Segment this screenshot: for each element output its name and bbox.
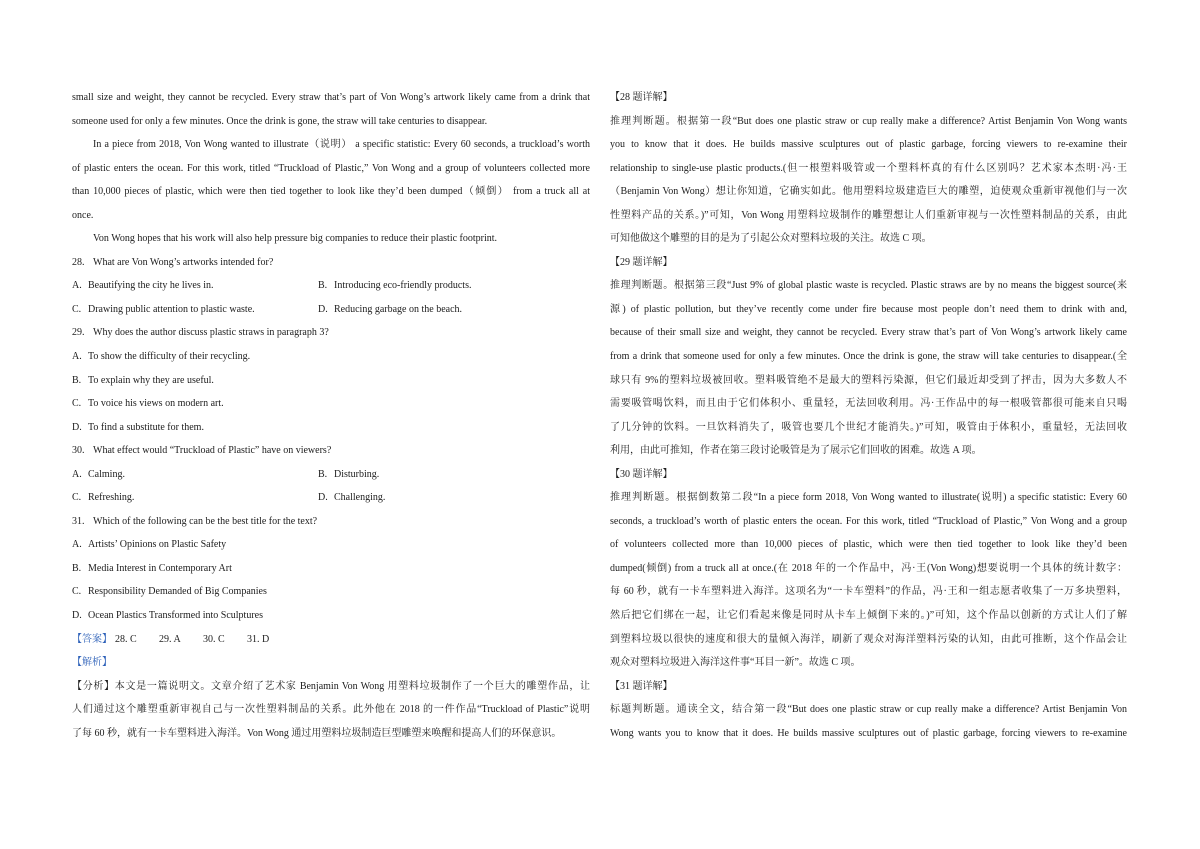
- answer-label: 【答案】: [72, 633, 112, 645]
- option-b: [318, 274, 471, 298]
- left-column: [72, 86, 590, 745]
- option-letter: A.: [72, 280, 82, 292]
- options-row: [72, 298, 590, 322]
- detail-line: （Benjamin Von Wong）想让你知道，它确实如此。他用塑料垃圾建造巨大的雕塑，迫使观众重新审视他们与一次: [610, 186, 1127, 198]
- option-text: Calming.: [88, 468, 125, 480]
- answer-item: 29. A: [159, 633, 181, 645]
- answer-item: 28. C: [115, 633, 137, 645]
- question-29: [72, 321, 590, 345]
- option-letter: C.: [72, 303, 82, 315]
- question-28: [72, 251, 590, 275]
- answer-line: [72, 628, 590, 652]
- option-letter: B.: [72, 562, 82, 574]
- detail-line: dumped(倾倒) from a truck all at once.(在 2018 年的一个作品中，冯·王(Von Wong)想要说明一个具体的统计数字：: [610, 562, 1127, 574]
- question-stem: Why does the author discuss plastic straws in paragraph 3?: [93, 327, 329, 339]
- option-letter: B.: [318, 280, 328, 292]
- option-text: Drawing public attention to plastic waste.: [88, 303, 255, 315]
- option-text: Refreshing.: [88, 492, 135, 504]
- analysis-line: 人们通过这个雕塑重新审视自己与一次性塑料制品的关系。此外他在 2018 的一件作品“Truckload of Plastic”说明: [72, 704, 590, 716]
- detail-heading: 【29 题详解】: [610, 256, 673, 268]
- option-text: To explain why they are useful.: [88, 374, 214, 386]
- detail-line: 到塑料垃圾以很快的速度和很大的量倾入海洋，刷新了观众对海洋塑料污染的认知，由此可推断，这个作品会让: [610, 633, 1127, 645]
- option-b: [72, 369, 590, 393]
- options-row: [72, 463, 590, 487]
- question-stem: What effect would “Truckload of Plastic” have on viewers?: [93, 445, 332, 457]
- detail-line: relationship to single-use plastic products.(但一根塑料吸管或一个塑料杯真的有什么区别吗？艺术家本杰明·冯·王: [610, 162, 1127, 174]
- option-letter: C.: [72, 492, 82, 504]
- detail-line: 源) of plastic pollution, but they’ve recently come under fire because most people don’t need them to drink with and,: [610, 303, 1127, 315]
- detail-line: 球只有 9%的塑料垃圾被回收。塑料吸管绝不是最大的塑料污染源，但它们最近却受到了抨击，因为大多数人不: [610, 374, 1127, 386]
- detail-line: from a drink that someone used for only a few minutes. Once the drink is gone, the straw will take centuries to disappear.(全: [610, 351, 1127, 363]
- option-b: [72, 557, 590, 581]
- option-a: [72, 345, 590, 369]
- option-c: [72, 298, 318, 322]
- detail-heading: 【30 题详解】: [610, 468, 673, 480]
- answer-item: 30. C: [203, 633, 225, 645]
- question-30: [72, 439, 590, 463]
- option-letter: D.: [72, 610, 82, 622]
- option-text: Beautifying the city he lives in.: [88, 280, 214, 292]
- option-text: Media Interest in Contemporary Art: [88, 562, 232, 574]
- question-stem: What are Von Wong’s artworks intended for?: [93, 256, 274, 268]
- option-letter: A.: [72, 468, 82, 480]
- option-text: Introducing eco-friendly products.: [334, 280, 472, 292]
- detail-line: you to know that it does. He builds massive sculptures out of plastic garbage, forcing viewers to re-examine their: [610, 139, 1127, 151]
- option-letter: A.: [72, 539, 82, 551]
- question-number: 30.: [72, 445, 85, 457]
- detail-line: Wong wants you to know that it does. He builds massive sculptures out of plastic garbage, forcing viewers to re-examine: [610, 727, 1127, 739]
- detail-line: seconds, a truckload’s worth of plastic enters the ocean. For this work, titled “Truckload of Plastic,” Von Wong and a group: [610, 515, 1127, 527]
- option-text: Artists’ Opinions on Plastic Safety: [88, 539, 227, 551]
- option-text: Responsibility Demanded of Big Companies: [88, 586, 267, 598]
- option-d: [72, 416, 590, 440]
- option-letter: D.: [72, 421, 82, 433]
- option-a: [72, 533, 590, 557]
- question-number: 31.: [72, 515, 85, 527]
- question-stem: Which of the following can be the best title for the text?: [93, 515, 318, 527]
- options-row: [72, 274, 590, 298]
- right-column: [610, 86, 1127, 745]
- option-a: [72, 274, 318, 298]
- analysis-line: [72, 675, 590, 699]
- passage-line: of plastic enters the ocean. For this work, titled “Truckload of Plastic,” Von Wong and a group of volunteers collected more: [72, 162, 590, 174]
- option-text: Disturbing.: [334, 468, 380, 480]
- passage-line: than 10,000 pieces of plastic, which were then tied together to look like they’d been dumped（倾倒） from a truck all at: [72, 186, 590, 198]
- passage-line: In a piece from 2018, Von Wong wanted to illustrate（说明） a specific statistic: Every 60 seconds, a truckload’s worth: [93, 139, 590, 151]
- detail-line: 推理判断题。根据倒数第二段“In a piece form 2018, Von Wong wanted to illustrate(说明) a specific statistic: Every 60: [610, 492, 1127, 504]
- detail-line: 每 60 秒，就有一卡车塑料进入海洋。这项名为“一卡车塑料”的作品，冯·王和一组志愿者收集了一万多块塑料，: [610, 586, 1127, 598]
- option-text: To voice his views on modern art.: [88, 398, 224, 410]
- option-b: [318, 463, 379, 487]
- detail-heading: 【31 题详解】: [610, 680, 673, 692]
- detail-line: 利用，由此可推知，作者在第三段讨论吸管是为了展示它们回收的困难。故选 A 项。: [610, 445, 982, 457]
- passage-line: small size and weight, they cannot be recycled. Every straw that’s part of Von Wong’s artwork likely came from a drink that: [72, 92, 590, 103]
- detail-line: 可知他做这个雕塑的目的是为了引起公众对塑料垃圾的关注。故选 C 项。: [610, 233, 932, 245]
- question-31: [72, 510, 590, 534]
- option-c: [72, 486, 318, 510]
- option-letter: C.: [72, 586, 82, 598]
- option-a: [72, 463, 318, 487]
- option-text: To show the difficulty of their recycling.: [88, 351, 251, 363]
- detail-line: 性塑料产品的关系。)”可知，Von Wong 用塑料垃圾制作的雕塑想让人们重新审视与一次性塑料制品的关系，由此: [610, 209, 1127, 221]
- options-row: [72, 486, 590, 510]
- option-text: Challenging.: [334, 492, 386, 504]
- detail-line: 然后把它们绑在一起，让它们看起来像是同时从卡车上倾倒下来的。)”可知，这个作品以创新的方式让人们了解: [610, 610, 1127, 622]
- option-d: [72, 604, 590, 628]
- option-text: To find a substitute for them.: [88, 421, 204, 433]
- question-number: 28.: [72, 256, 85, 268]
- option-letter: B.: [72, 374, 82, 386]
- option-d: [318, 486, 385, 510]
- option-letter: D.: [318, 492, 328, 504]
- option-text: Reducing garbage on the beach.: [334, 303, 463, 315]
- detail-line: 推理判断题。根据第三段“Just 9% of global plastic waste is recycled. Plastic straws are by no means the biggest source(来: [610, 280, 1127, 292]
- analysis-label: 【分析】: [72, 680, 115, 692]
- option-letter: A.: [72, 351, 82, 363]
- passage-line: once.: [72, 209, 94, 221]
- passage-line: someone used for only a few minutes. Once the drink is gone, the straw will take centuries to disappear.: [72, 115, 488, 127]
- question-number: 29.: [72, 327, 85, 339]
- detail-line: 了几分钟的饮料。一旦饮料消失了，吸管也要几个世纪才能消失。)”可知，吸管由于体积小，重量轻，无法回收: [610, 421, 1127, 433]
- option-text: Ocean Plastics Transformed into Sculptures: [88, 610, 263, 622]
- option-letter: B.: [318, 468, 328, 480]
- option-letter: C.: [72, 398, 82, 410]
- option-c: [72, 580, 590, 604]
- option-d: [318, 298, 462, 322]
- detail-line: 观众对塑料垃圾进入海洋这件事“耳目一新”。故选 C 项。: [610, 657, 861, 669]
- detail-line: of volunteers collected more than 10,000 pieces of plastic, which were then tied together to look like they’d been: [610, 539, 1127, 551]
- detail-line: 推理判断题。根据第一段“But does one plastic straw or cup really make a difference? Artist Benjamin Von Wong wants: [610, 115, 1127, 127]
- detail-line: 需要吸管喝饮料，而且由于它们体积小、重量轻，无法回收利用。冯·王作品中的每一根吸管都很可能来自只喝: [610, 398, 1127, 410]
- option-letter: D.: [318, 303, 328, 315]
- detail-line: because of their small size and weight, they cannot be recycled. Every straw that’s part of Von Wong’s artwork likely came: [610, 327, 1127, 339]
- analysis-line: 了每 60 秒，就有一卡车塑料进入海洋。Von Wong 通过用塑料垃圾制造巨型雕塑来唤醒和提高人们的环保意识。: [72, 727, 562, 739]
- analysis-text: 本文是一篇说明文。文章介绍了艺术家 Benjamin Von Wong 用塑料垃圾制作了一个巨大的雕塑作品，让: [114, 680, 591, 692]
- explanation-label: 【解析】: [72, 657, 112, 669]
- option-c: [72, 392, 590, 416]
- passage-line: Von Wong hopes that his work will also help pressure big companies to reduce their plastic footprint.: [93, 233, 498, 245]
- answer-item: 31. D: [247, 633, 270, 645]
- detail-heading: 【28 题详解】: [610, 92, 673, 103]
- detail-line: 标题判断题。通读全文，结合第一段“But does one plastic straw or cup really make a difference? Artist Benjamin Von: [610, 704, 1127, 716]
